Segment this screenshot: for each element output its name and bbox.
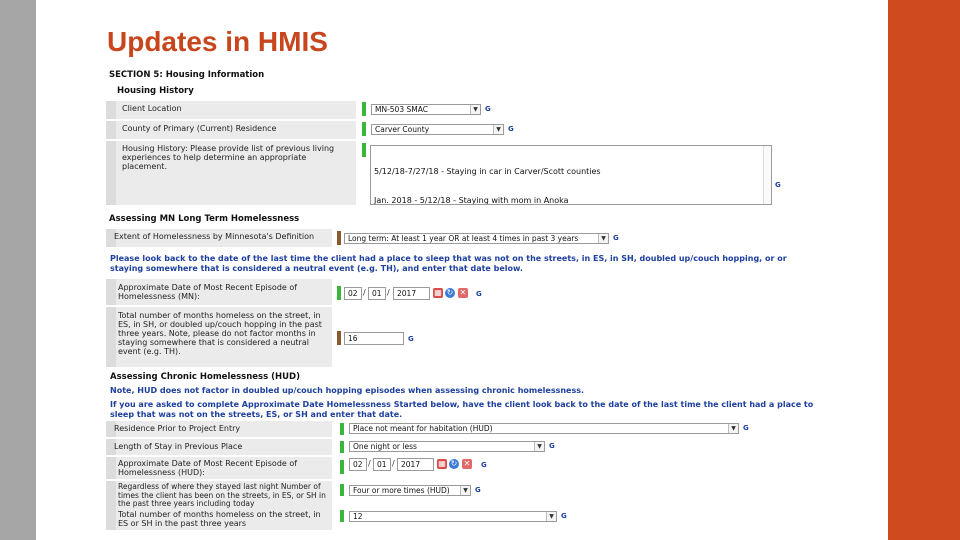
total-months-hud-label: Total number of months homeless on the street, in ES or SH in the past three years [106,508,332,530]
housing-history-title: Housing History [117,86,194,96]
required-indicator [337,331,341,345]
date-separator: / [363,288,366,297]
day-input[interactable]: 01 [368,287,386,300]
required-indicator [340,484,344,496]
required-indicator [340,423,344,435]
chevron-down-icon: ▼ [470,105,480,114]
section-title: SECTION 5: Housing Information [109,70,265,80]
times-homeless-select[interactable]: Four or more times (HUD) ▼ [349,485,471,496]
slide-title: Updates in HMIS [107,26,328,57]
left-accent-bar [0,0,36,540]
mn-date-instructions: Please look back to the date of the last time the client had a place to sleep that was not on the streets, in ES, in SH, doubled up/couch hopping, or or staying somewhere that is considered a neutral event (e.g. TH), and enter that date below. [110,254,787,273]
clear-icon[interactable]: ✕ [459,288,467,297]
county-label: County of Primary (Current) Residence [106,121,356,139]
refresh-icon[interactable]: ↻ [446,288,454,297]
month-input[interactable]: 02 [349,458,367,471]
mn-long-term-title: Assessing MN Long Term Homelessness [109,214,300,224]
residence-prior-label: Residence Prior to Project Entry [106,421,332,437]
total-months-hud-select[interactable]: 12 ▼ [349,511,557,522]
approx-date-mn-label: Approximate Date of Most Recent Episode of Homelessness (MN): [106,279,332,305]
chevron-down-icon: ▼ [534,442,544,451]
times-homeless-label: Regardless of where they stayed last night Number of times the client has been on the streets, in ES, or SH in the past three years including today [106,481,332,509]
required-indicator [362,102,366,116]
refresh-icon[interactable]: ↻ [450,459,458,468]
residence-prior-select[interactable]: Place not meant for habitation (HUD) ▼ [349,423,739,434]
chevron-down-icon: ▼ [598,234,608,243]
housing-history-textarea[interactable]: 5/12/18-7/27/18 - Staying in car in Carver/Scott counties Jan. 2018 - 5/12/18 - Staying with mom in Anoka [370,145,772,205]
required-indicator [362,122,366,136]
required-indicator [337,286,341,300]
client-location-select[interactable]: MN-503 SMAC ▼ [371,104,481,115]
chevron-down-icon: ▼ [728,424,738,433]
required-indicator [340,460,344,474]
date-separator: / [387,288,390,297]
required-indicator [337,231,341,245]
hud-note: Note, HUD does not factor in doubled up/couch hopping episodes when assessing chronic homelessness. [110,386,585,395]
scrollbar[interactable] [763,146,771,204]
g-flag: G [476,290,482,298]
g-flag: G [408,335,414,343]
g-flag: G [475,486,481,494]
length-of-stay-select[interactable]: One night or less ▼ [349,441,545,452]
approx-date-hud-label: Approximate Date of Most Recent Episode of Homelessness (HUD): [106,457,332,479]
calendar-icon[interactable]: ▦ [434,288,442,297]
county-select[interactable]: Carver County ▼ [371,124,504,135]
g-flag: G [775,181,781,189]
chevron-down-icon: ▼ [493,125,503,134]
right-accent-bar [888,0,960,540]
date-separator: / [368,459,371,468]
total-months-mn-label: Total number of months homeless on the street, in ES, in SH, or doubled up/couch hopping in the past three years. Note, please do not factor months in staying somewhere that is considered a neutral event (e.g. TH). [106,307,332,367]
clear-icon[interactable]: ✕ [463,459,471,468]
extent-label: Extent of Homelessness by Minnesota's Definition [106,229,332,247]
length-of-stay-label: Length of Stay in Previous Place [106,439,332,455]
client-location-label: Client Location [106,101,356,119]
year-input[interactable]: 2017 [397,458,434,471]
g-flag: G [613,234,619,242]
g-flag: G [743,424,749,432]
calendar-icon[interactable]: ▦ [438,459,446,468]
g-flag: G [485,105,491,113]
g-flag: G [481,461,487,469]
day-input[interactable]: 01 [373,458,391,471]
required-indicator [340,510,344,522]
total-months-mn-input[interactable]: 16 [344,332,404,345]
chevron-down-icon: ▼ [460,486,470,495]
required-indicator [362,143,366,157]
month-input[interactable]: 02 [344,287,362,300]
date-separator: / [392,459,395,468]
required-indicator [340,441,344,453]
chronic-title: Assessing Chronic Homelessness (HUD) [110,372,300,382]
g-flag: G [508,125,514,133]
year-input[interactable]: 2017 [393,287,430,300]
g-flag: G [561,512,567,520]
hud-date-instructions: If you are asked to complete Approximate Date Homelessness Started below, have the client look back to the date of the last time the client had a place to sleep that was not on the streets, ES, or SH and enter that date. [110,400,814,419]
housing-history-label: Housing History: Please provide list of previous living experiences to help determine an appropriate placement. [106,141,356,205]
hmis-form-screenshot [106,68,826,540]
extent-select[interactable]: Long term: At least 1 year OR at least 4 times in past 3 years ▼ [344,233,609,244]
g-flag: G [549,442,555,450]
chevron-down-icon: ▼ [546,512,556,521]
